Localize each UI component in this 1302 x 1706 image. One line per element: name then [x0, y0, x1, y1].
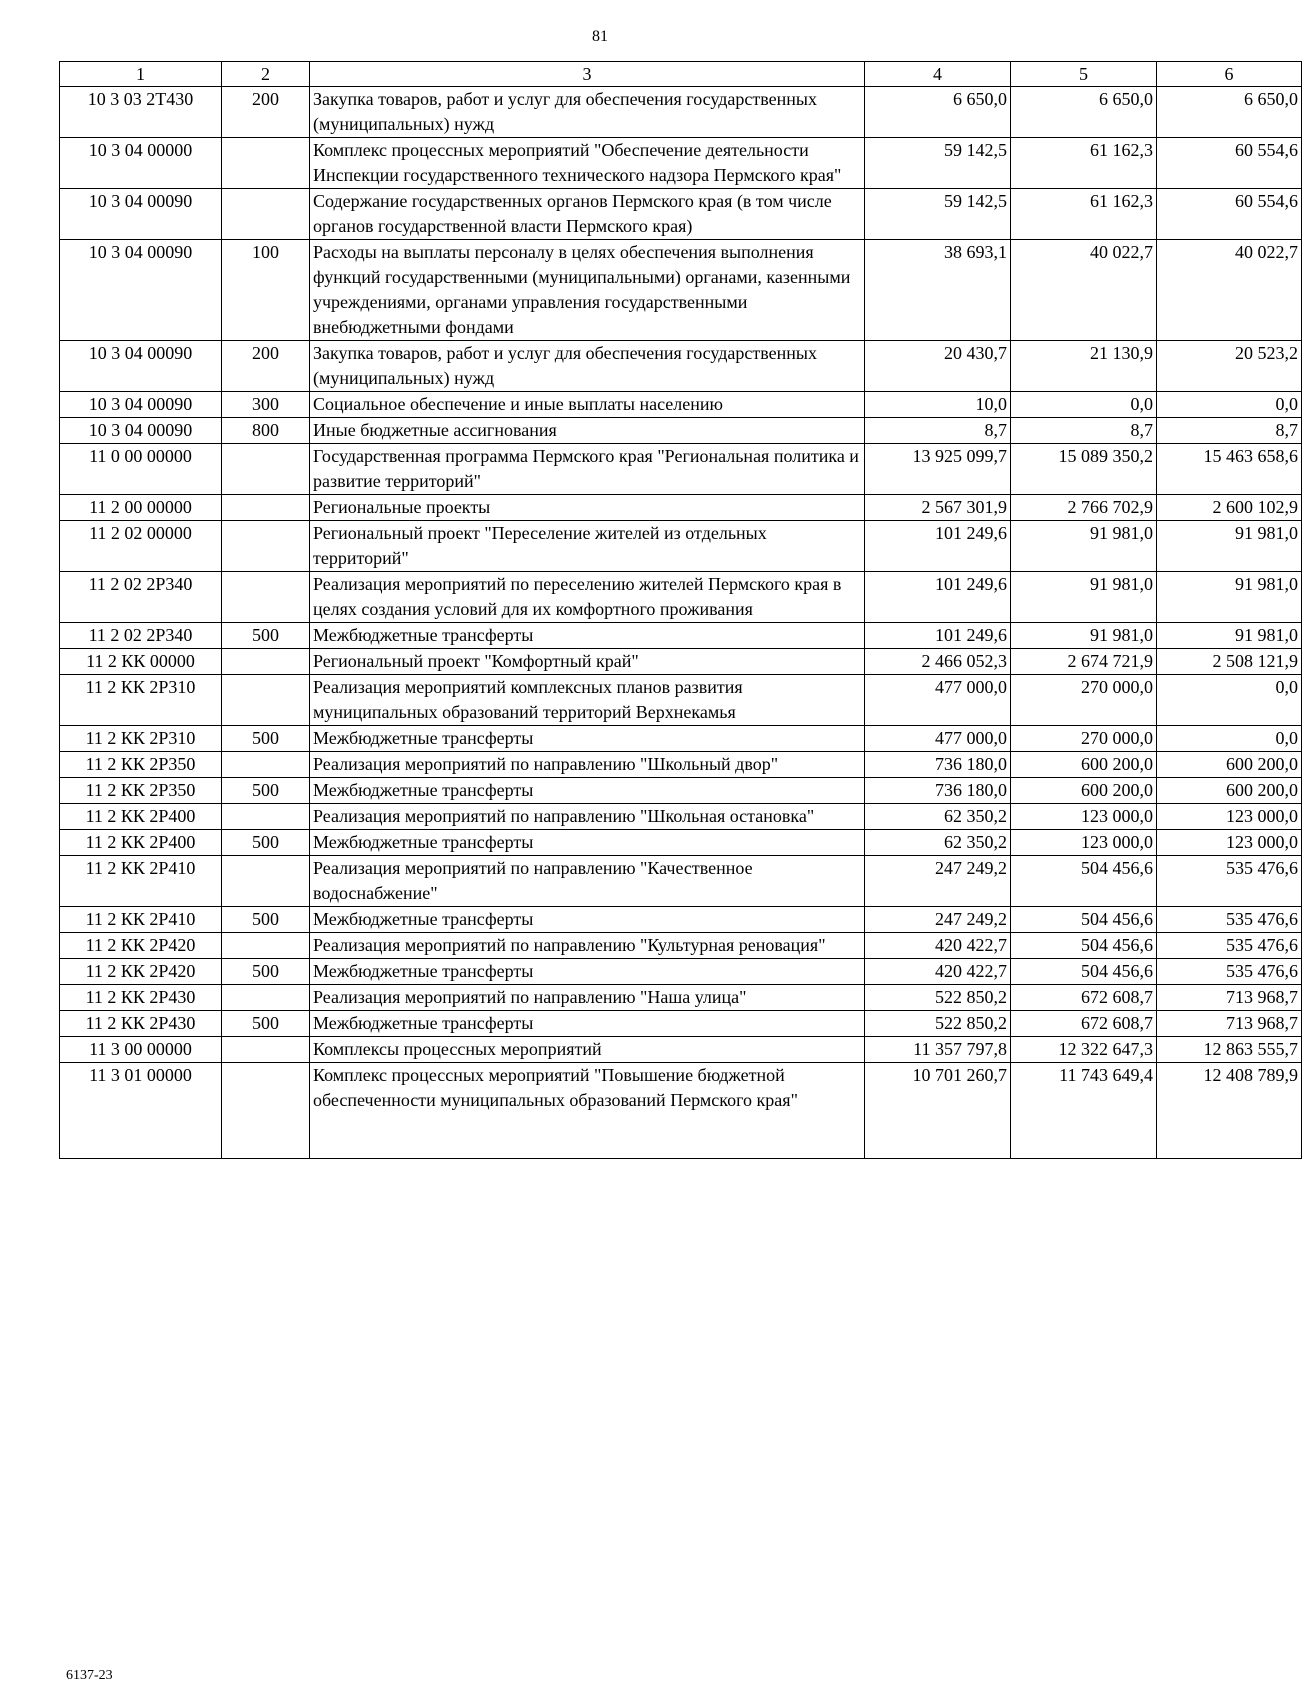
budget-code-cell: 11 3 00 00000: [60, 1037, 222, 1063]
budget-code-cell: 10 3 04 00090: [60, 240, 222, 341]
amount-cell-col5: 600 200,0: [1011, 752, 1157, 778]
amount-cell-col6: 535 476,6: [1157, 959, 1302, 985]
item-name-cell: Расходы на выплаты персоналу в целях обеспечения выполнения функций государственными (муниципальными) органами, казенными учреждениями, органами управления государственными внебюджетными фондами: [310, 240, 865, 341]
amount-cell-col6: 60 554,6: [1157, 138, 1302, 189]
amount-cell-col6: 91 981,0: [1157, 623, 1302, 649]
amount-cell-col6: 123 000,0: [1157, 804, 1302, 830]
amount-cell-col6: 2 508 121,9: [1157, 649, 1302, 675]
budget-code-cell: 11 2 КК 2Р350: [60, 778, 222, 804]
expense-type-cell: 200: [222, 87, 310, 138]
expense-type-cell: 100: [222, 240, 310, 341]
table-row: [60, 189, 1302, 240]
item-name-cell: Региональные проекты: [310, 495, 865, 521]
amount-cell-col5: 504 456,6: [1011, 907, 1157, 933]
item-name-cell: Реализация мероприятий комплексных планов развития муниципальных образований территорий Верхнекамья: [310, 675, 865, 726]
expense-type-cell: 500: [222, 623, 310, 649]
budget-code-cell: 10 3 04 00090: [60, 341, 222, 392]
item-name-cell: Реализация мероприятий по направлению "Качественное водоснабжение": [310, 856, 865, 907]
table-row: [60, 444, 1302, 495]
amount-cell-col4: 6 650,0: [865, 87, 1011, 138]
amount-cell-col5: 270 000,0: [1011, 675, 1157, 726]
table-row: [60, 240, 1302, 341]
budget-code-cell: 11 2 КК 2Р310: [60, 675, 222, 726]
amount-cell-col4: 420 422,7: [865, 933, 1011, 959]
item-name-cell: Межбюджетные трансферты: [310, 778, 865, 804]
item-name-cell: Межбюджетные трансферты: [310, 623, 865, 649]
expense-type-cell: 500: [222, 726, 310, 752]
table-row: [60, 726, 1302, 752]
item-name-cell: Межбюджетные трансферты: [310, 1011, 865, 1037]
amount-cell-col6: 6 650,0: [1157, 87, 1302, 138]
amount-cell-col5: 91 981,0: [1011, 572, 1157, 623]
amount-cell-col5: 123 000,0: [1011, 830, 1157, 856]
amount-cell-col6: 0,0: [1157, 392, 1302, 418]
table-row: [60, 392, 1302, 418]
budget-code-cell: 11 2 02 00000: [60, 521, 222, 572]
budget-code-cell: 11 2 КК 2Р410: [60, 907, 222, 933]
amount-cell-col6: 40 022,7: [1157, 240, 1302, 341]
expense-type-cell: [222, 985, 310, 1011]
table-row: [60, 495, 1302, 521]
budget-code-cell: 11 2 КК 00000: [60, 649, 222, 675]
amount-cell-col6: 535 476,6: [1157, 907, 1302, 933]
amount-cell-col4: 477 000,0: [865, 726, 1011, 752]
expense-type-cell: 200: [222, 341, 310, 392]
amount-cell-col4: 20 430,7: [865, 341, 1011, 392]
amount-cell-col6: 20 523,2: [1157, 341, 1302, 392]
budget-code-cell: 11 2 02 2Р340: [60, 623, 222, 649]
amount-cell-col5: 504 456,6: [1011, 856, 1157, 907]
table-row: [60, 959, 1302, 985]
item-name-cell: Межбюджетные трансферты: [310, 830, 865, 856]
budget-code-cell: 11 2 КК 2Р400: [60, 830, 222, 856]
item-name-cell: Социальное обеспечение и иные выплаты населению: [310, 392, 865, 418]
amount-cell-col4: 522 850,2: [865, 1011, 1011, 1037]
amount-cell-col4: 11 357 797,8: [865, 1037, 1011, 1063]
table-row: [60, 1037, 1302, 1063]
expense-type-cell: 500: [222, 830, 310, 856]
column-header: 4: [865, 62, 1011, 87]
amount-cell-col4: 736 180,0: [865, 778, 1011, 804]
amount-cell-col6: 600 200,0: [1157, 752, 1302, 778]
table-row: [60, 752, 1302, 778]
budget-code-cell: 11 2 КК 2Р310: [60, 726, 222, 752]
amount-cell-col4: 247 249,2: [865, 907, 1011, 933]
expense-type-cell: [222, 495, 310, 521]
amount-cell-col4: 2 567 301,9: [865, 495, 1011, 521]
table-row: [60, 1063, 1302, 1159]
amount-cell-col5: 2 766 702,9: [1011, 495, 1157, 521]
amount-cell-col4: 2 466 052,3: [865, 649, 1011, 675]
expense-type-cell: [222, 189, 310, 240]
amount-cell-col4: 62 350,2: [865, 804, 1011, 830]
table-row: [60, 623, 1302, 649]
amount-cell-col4: 38 693,1: [865, 240, 1011, 341]
amount-cell-col5: 11 743 649,4: [1011, 1063, 1157, 1159]
budget-code-cell: 11 2 КК 2Р420: [60, 959, 222, 985]
amount-cell-col4: 247 249,2: [865, 856, 1011, 907]
amount-cell-col4: 420 422,7: [865, 959, 1011, 985]
amount-cell-col5: 61 162,3: [1011, 189, 1157, 240]
table-row: [60, 830, 1302, 856]
amount-cell-col5: 504 456,6: [1011, 933, 1157, 959]
document-number: 6137-23: [66, 1668, 113, 1683]
expense-type-cell: [222, 1037, 310, 1063]
amount-cell-col6: 535 476,6: [1157, 856, 1302, 907]
item-name-cell: Закупка товаров, работ и услуг для обеспечения государственных (муниципальных) нужд: [310, 87, 865, 138]
item-name-cell: Межбюджетные трансферты: [310, 726, 865, 752]
budget-table: [59, 61, 1302, 1159]
amount-cell-col6: 2 600 102,9: [1157, 495, 1302, 521]
item-name-cell: Реализация мероприятий по направлению "Школьная остановка": [310, 804, 865, 830]
amount-cell-col5: 270 000,0: [1011, 726, 1157, 752]
amount-cell-col6: 0,0: [1157, 675, 1302, 726]
amount-cell-col4: 101 249,6: [865, 572, 1011, 623]
amount-cell-col6: 123 000,0: [1157, 830, 1302, 856]
budget-code-cell: 11 2 02 2Р340: [60, 572, 222, 623]
table-row: [60, 675, 1302, 726]
expense-type-cell: [222, 649, 310, 675]
item-name-cell: Комплекс процессных мероприятий "Повышение бюджетной обеспеченности муниципальных образований Пермского края": [310, 1063, 865, 1159]
page-number: 81: [592, 28, 608, 45]
amount-cell-col6: 713 968,7: [1157, 985, 1302, 1011]
column-header: 1: [60, 62, 222, 87]
amount-cell-col5: 600 200,0: [1011, 778, 1157, 804]
amount-cell-col5: 8,7: [1011, 418, 1157, 444]
table-row: [60, 985, 1302, 1011]
budget-code-cell: 11 2 КК 2Р400: [60, 804, 222, 830]
table-row: [60, 1011, 1302, 1037]
amount-cell-col4: 62 350,2: [865, 830, 1011, 856]
amount-cell-col5: 12 322 647,3: [1011, 1037, 1157, 1063]
amount-cell-col6: 0,0: [1157, 726, 1302, 752]
item-name-cell: Комплексы процессных мероприятий: [310, 1037, 865, 1063]
item-name-cell: Межбюджетные трансферты: [310, 907, 865, 933]
budget-code-cell: 11 2 КК 2Р350: [60, 752, 222, 778]
expense-type-cell: [222, 675, 310, 726]
amount-cell-col5: 15 089 350,2: [1011, 444, 1157, 495]
budget-code-cell: 10 3 04 00090: [60, 392, 222, 418]
expense-type-cell: [222, 572, 310, 623]
amount-cell-col5: 123 000,0: [1011, 804, 1157, 830]
expense-type-cell: [222, 804, 310, 830]
amount-cell-col4: 8,7: [865, 418, 1011, 444]
expense-type-cell: 500: [222, 778, 310, 804]
item-name-cell: Комплекс процессных мероприятий "Обеспечение деятельности Инспекции государственного технического надзора Пермского края": [310, 138, 865, 189]
table-row: [60, 341, 1302, 392]
expense-type-cell: [222, 1063, 310, 1159]
amount-cell-col5: 2 674 721,9: [1011, 649, 1157, 675]
amount-cell-col6: 713 968,7: [1157, 1011, 1302, 1037]
table-row: [60, 778, 1302, 804]
budget-code-cell: 11 2 КК 2Р410: [60, 856, 222, 907]
amount-cell-col6: 12 408 789,9: [1157, 1063, 1302, 1159]
item-name-cell: Региональный проект "Комфортный край": [310, 649, 865, 675]
amount-cell-col5: 61 162,3: [1011, 138, 1157, 189]
budget-code-cell: 11 2 КК 2Р420: [60, 933, 222, 959]
amount-cell-col5: 21 130,9: [1011, 341, 1157, 392]
budget-code-cell: 10 3 04 00090: [60, 189, 222, 240]
item-name-cell: Региональный проект "Переселение жителей из отдельных территорий": [310, 521, 865, 572]
table-row: [60, 521, 1302, 572]
amount-cell-col4: 477 000,0: [865, 675, 1011, 726]
amount-cell-col4: 736 180,0: [865, 752, 1011, 778]
table-row: [60, 933, 1302, 959]
item-name-cell: Закупка товаров, работ и услуг для обеспечения государственных (муниципальных) нужд: [310, 341, 865, 392]
expense-type-cell: 500: [222, 907, 310, 933]
amount-cell-col6: 91 981,0: [1157, 521, 1302, 572]
table-row: [60, 907, 1302, 933]
amount-cell-col4: 59 142,5: [865, 138, 1011, 189]
column-header: 6: [1157, 62, 1302, 87]
expense-type-cell: 800: [222, 418, 310, 444]
amount-cell-col6: 15 463 658,6: [1157, 444, 1302, 495]
table-row: [60, 87, 1302, 138]
item-name-cell: Содержание государственных органов Пермского края (в том числе органов государственной власти Пермского края): [310, 189, 865, 240]
item-name-cell: Государственная программа Пермского края "Региональная политика и развитие территорий": [310, 444, 865, 495]
amount-cell-col4: 10 701 260,7: [865, 1063, 1011, 1159]
header-row: [60, 62, 1302, 87]
column-header: 2: [222, 62, 310, 87]
budget-code-cell: 11 0 00 00000: [60, 444, 222, 495]
expense-type-cell: [222, 444, 310, 495]
amount-cell-col5: 40 022,7: [1011, 240, 1157, 341]
expense-type-cell: [222, 138, 310, 189]
item-name-cell: Реализация мероприятий по переселению жителей Пермского края в целях создания условий для их комфортного проживания: [310, 572, 865, 623]
expense-type-cell: 500: [222, 959, 310, 985]
column-header: 5: [1011, 62, 1157, 87]
amount-cell-col4: 101 249,6: [865, 623, 1011, 649]
expense-type-cell: 500: [222, 1011, 310, 1037]
expense-type-cell: [222, 521, 310, 572]
amount-cell-col5: 672 608,7: [1011, 985, 1157, 1011]
item-name-cell: Иные бюджетные ассигнования: [310, 418, 865, 444]
column-header: 3: [310, 62, 865, 87]
amount-cell-col6: 535 476,6: [1157, 933, 1302, 959]
table-row: [60, 572, 1302, 623]
budget-code-cell: 11 2 КК 2Р430: [60, 1011, 222, 1037]
budget-code-cell: 11 2 00 00000: [60, 495, 222, 521]
amount-cell-col5: 6 650,0: [1011, 87, 1157, 138]
amount-cell-col5: 672 608,7: [1011, 1011, 1157, 1037]
amount-cell-col5: 91 981,0: [1011, 623, 1157, 649]
expense-type-cell: [222, 752, 310, 778]
budget-code-cell: 10 3 03 2Т430: [60, 87, 222, 138]
amount-cell-col6: 8,7: [1157, 418, 1302, 444]
table-row: [60, 804, 1302, 830]
table-row: [60, 138, 1302, 189]
item-name-cell: Межбюджетные трансферты: [310, 959, 865, 985]
amount-cell-col4: 10,0: [865, 392, 1011, 418]
budget-code-cell: 11 2 КК 2Р430: [60, 985, 222, 1011]
amount-cell-col6: 12 863 555,7: [1157, 1037, 1302, 1063]
amount-cell-col4: 522 850,2: [865, 985, 1011, 1011]
amount-cell-col4: 13 925 099,7: [865, 444, 1011, 495]
expense-type-cell: [222, 856, 310, 907]
amount-cell-col5: 91 981,0: [1011, 521, 1157, 572]
budget-code-cell: 10 3 04 00000: [60, 138, 222, 189]
amount-cell-col5: 0,0: [1011, 392, 1157, 418]
item-name-cell: Реализация мероприятий по направлению "Школьный двор": [310, 752, 865, 778]
table-row: [60, 649, 1302, 675]
budget-code-cell: 11 3 01 00000: [60, 1063, 222, 1159]
amount-cell-col4: 59 142,5: [865, 189, 1011, 240]
table-row: [60, 418, 1302, 444]
item-name-cell: Реализация мероприятий по направлению "Наша улица": [310, 985, 865, 1011]
amount-cell-col6: 91 981,0: [1157, 572, 1302, 623]
amount-cell-col6: 600 200,0: [1157, 778, 1302, 804]
expense-type-cell: [222, 933, 310, 959]
budget-code-cell: 10 3 04 00090: [60, 418, 222, 444]
expense-type-cell: 300: [222, 392, 310, 418]
table-row: [60, 856, 1302, 907]
amount-cell-col5: 504 456,6: [1011, 959, 1157, 985]
amount-cell-col4: 101 249,6: [865, 521, 1011, 572]
amount-cell-col6: 60 554,6: [1157, 189, 1302, 240]
item-name-cell: Реализация мероприятий по направлению "Культурная реновация": [310, 933, 865, 959]
